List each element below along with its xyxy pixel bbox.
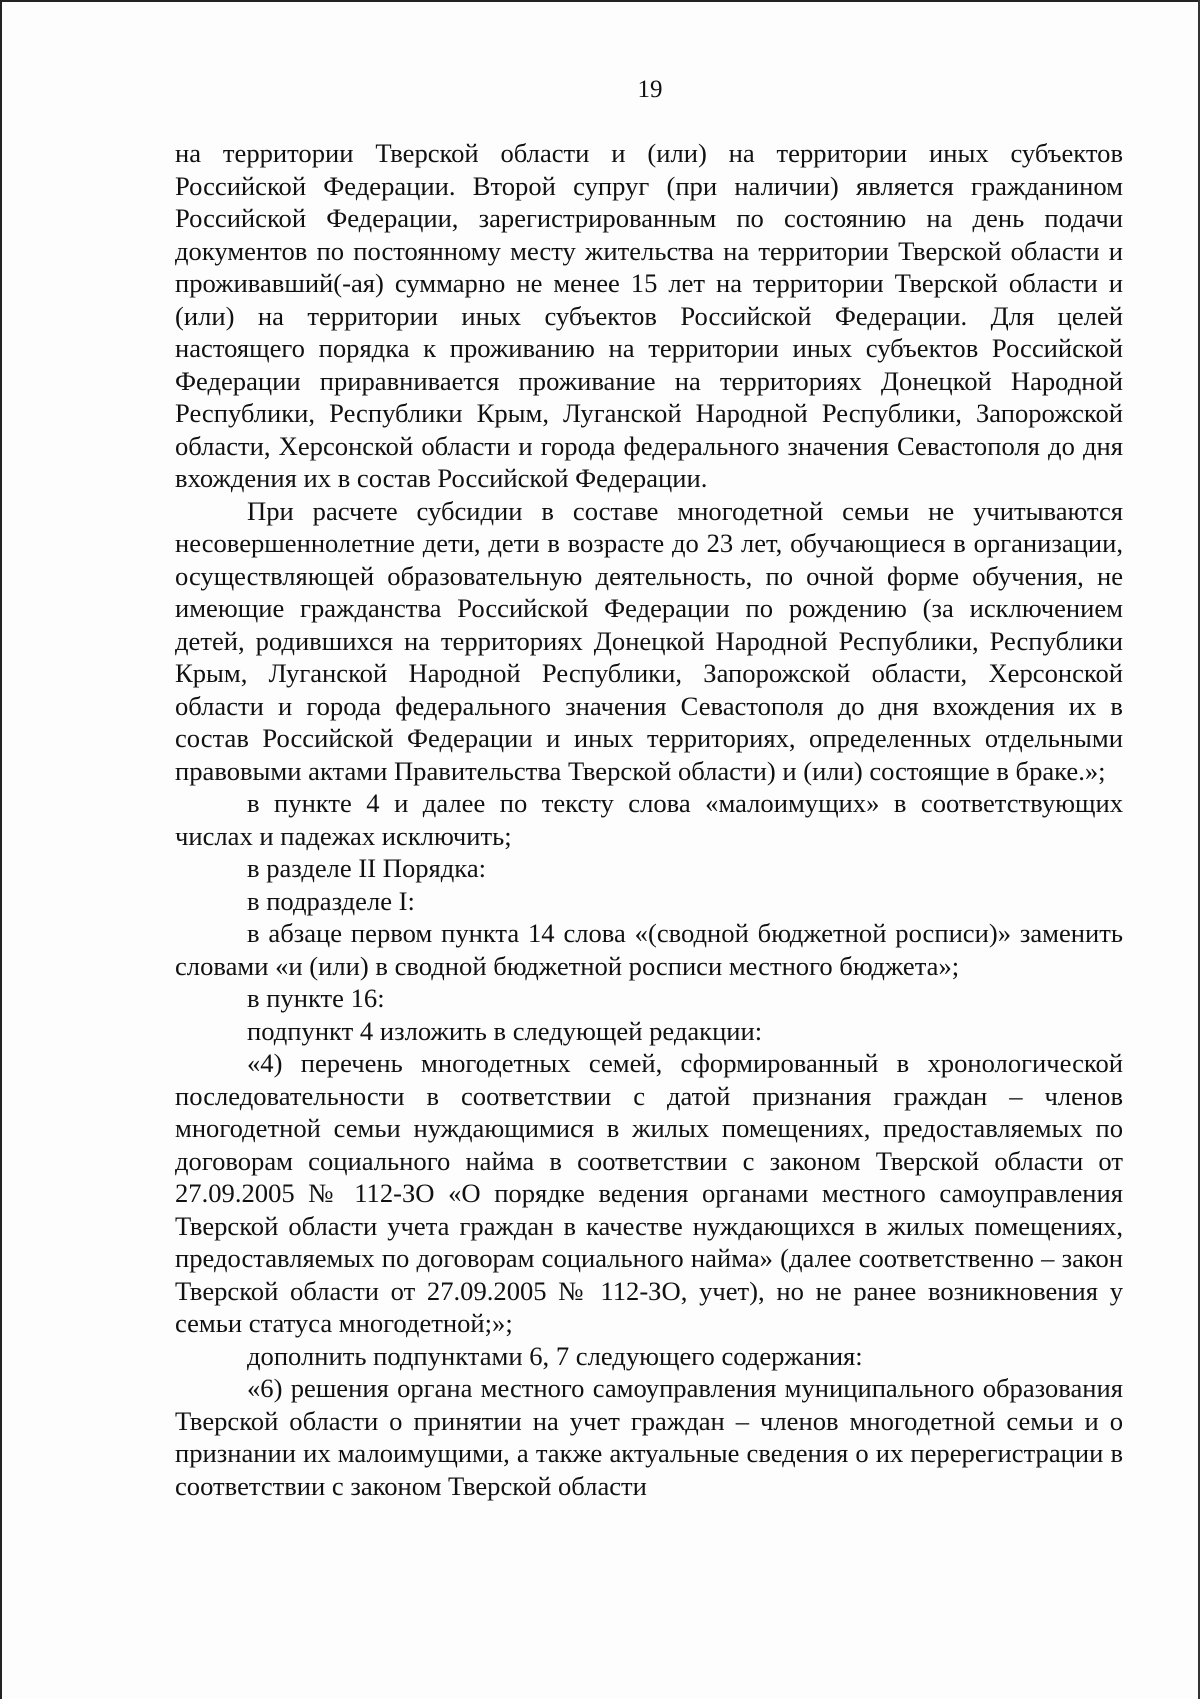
- paragraph-point-4: в пункте 4 и далее по тексту слова «малоимущих» в соответствующих числах и падежах исключить;: [175, 788, 1123, 851]
- page-edge-top: [0, 0, 1200, 2]
- paragraph-subpoint-4-intro: подпункт 4 изложить в следующей редакции:: [247, 1015, 763, 1046]
- paragraph-point-16: в пункте 16:: [247, 983, 385, 1013]
- paragraph-subsection-1: в подразделе I:: [247, 885, 415, 916]
- paragraph-section-2: в разделе II Порядка:: [247, 853, 487, 883]
- paragraph-subpoint-4-text: «4) перечень многодетных семей, сформированный в хронологической последовательности в соответствии с датой признания граждан – членов многодетной семьи нуждающимися в жилых помещениях, предоставляемых по договорам социального найма в соответствии с законом Тверской области от 27.09.2005 № 112-ЗО «О порядке ведения органами местного самоуправления Тверской области учета граждан в качестве нуждающихся в жилых помещениях, предоставляемых по договорам социального найма» (далее соответственно – закон Тверской области от 27.09.2005 № 112-ЗО, учет), но не ранее возникновения у семьи статуса многодетной;»;: [175, 1048, 1123, 1338]
- page-number: 19: [637, 76, 663, 103]
- paragraph-point-14: в абзаце первом пункта 14 слова «(сводной бюджетной росписи)» заменить словами «и (или) в сводной бюджетной росписи местного бюджета»;: [175, 918, 1123, 981]
- document-body: [175, 137, 1123, 1502]
- paragraph-subsidy-calculation: При расчете субсидии в составе многодетной семьи не учитываются несовершеннолетние дети, дети в возрасте до 23 лет, обучающиеся в организации, осуществляющей образовательную деятельность, по очной форме обучения, не имеющие гражданства Российской Федерации по рождению (за исключением детей, родившихся на территориях Донецкой Народной Республики, Республики Крым, Луганской Народной Республики, Запорожской области, Херсонской области и города федерального значения Севастополя до дня вхождения их в состав Российской Федерации и иных территориях, определенных отдельными правовыми актами Правительства Тверской области) и (или) состоящие в браке.»;: [175, 495, 1123, 786]
- paragraph-add-subpoints: дополнить подпунктами 6, 7 следующего содержания:: [247, 1340, 863, 1371]
- paragraph-continuation: на территории Тверской области и (или) на территории иных субъектов Российской Федерации. Второй супруг (при наличии) является гражданином Российской Федерации, зарегистрированным по состоянию на день подачи документов по постоянному месту жительства на территории Тверской области и проживавший(-ая) суммарно не менее 15 лет на территории Тверской области и (или) на территории иных субъектов Российской Федерации. Для целей настоящего порядка к проживанию на территории иных субъектов Российской Федерации приравнивается проживание на территориях Донецкой Народной Республики, Республики Крым, Луганской Народной Республики, Запорожской области, Херсонской области и города федерального значения Севастополя до дня вхождения их в состав Российской Федерации.: [175, 138, 1123, 493]
- paragraph-subpoint-6-text: «6) решения органа местного самоуправления муниципального образования Тверской области о принятии на учет граждан – членов многодетной семьи и о признании их малоимущими, а также актуальные сведения о их перерегистрации в соответствии с законом Тверской области: [175, 1373, 1123, 1501]
- page-edge-left: [0, 0, 2, 1699]
